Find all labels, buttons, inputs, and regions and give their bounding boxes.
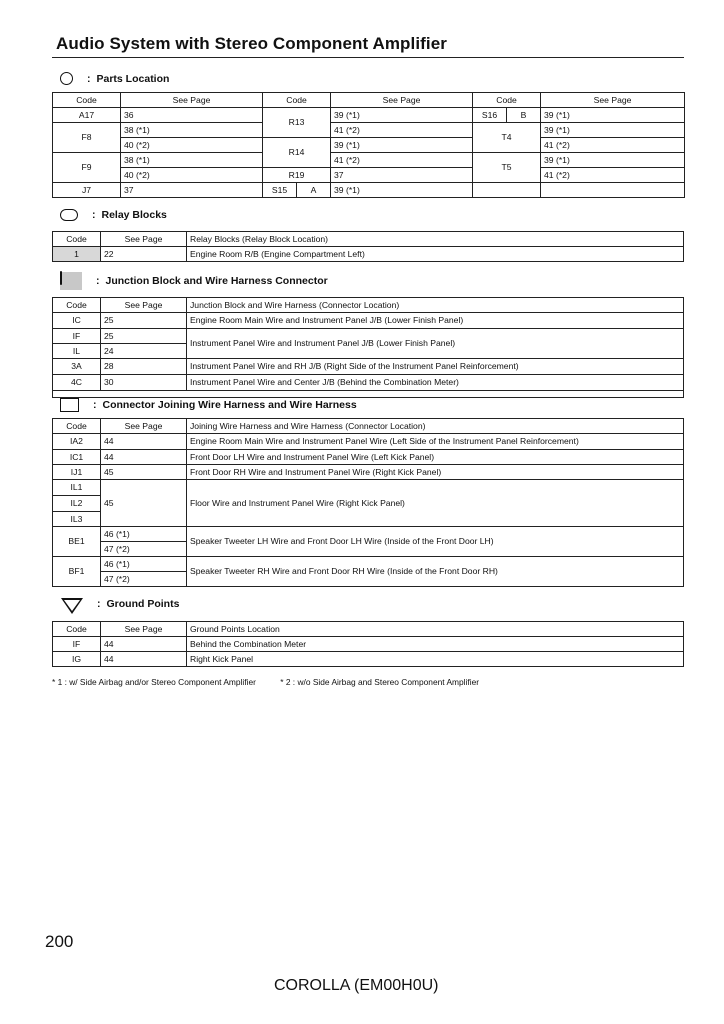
ground-points-table [52, 621, 684, 667]
ground-code: IG [53, 652, 101, 667]
jb-location: Instrument Panel Wire and RH J/B (Right Side of the Instrument Panel Reinforcement) [187, 359, 684, 375]
conn-page: 44 [101, 450, 187, 465]
jb-page: 25 [101, 313, 187, 329]
jb-code: 4C [53, 375, 101, 391]
part-page: 39 (*1) [331, 108, 473, 123]
part-page: 41 (*2) [331, 153, 473, 168]
connector-symbol-icon [60, 398, 79, 412]
part-code: R14 [263, 138, 331, 168]
part-page: 41 (*2) [541, 138, 685, 153]
parts-location-heading: : Parts Location [60, 72, 169, 85]
conn-page: 46 (*1) [101, 527, 187, 542]
part-page: 38 (*1) [121, 153, 263, 168]
conn-code: BE1 [53, 527, 101, 557]
relay-blocks-title: Relay Blocks [101, 209, 167, 221]
junction-block-table [52, 297, 684, 398]
conn-location: Floor Wire and Instrument Panel Wire (Right Kick Panel) [187, 480, 684, 527]
conn-page: 45 [101, 465, 187, 480]
header-code: Code [53, 298, 101, 313]
conn-location: Speaker Tweeter RH Wire and Front Door RH Wire (Inside of the Front Door RH) [187, 557, 684, 587]
header-code: Code [473, 93, 541, 108]
header-see-page: See Page [101, 622, 187, 637]
part-page: 39 (*1) [331, 183, 473, 198]
conn-page: 45 [101, 480, 187, 527]
header-see-page: See Page [541, 93, 685, 108]
header-location: Relay Blocks (Relay Block Location) [187, 232, 684, 247]
header-see-page: See Page [101, 298, 187, 313]
conn-page: 47 (*2) [101, 542, 187, 557]
part-page: 38 (*1) [121, 123, 263, 138]
header-location: Joining Wire Harness and Wire Harness (Connector Location) [187, 419, 684, 434]
jb-page: 28 [101, 359, 187, 375]
part-code: R19 [263, 168, 331, 183]
relay-page: 22 [101, 247, 187, 262]
ground-points-title: Ground Points [106, 598, 180, 610]
part-code: S16 [473, 108, 507, 123]
relay-blocks-table [52, 231, 684, 262]
conn-code: IL2 [53, 496, 101, 512]
header-code: Code [53, 93, 121, 108]
part-code: A17 [53, 108, 121, 123]
jb-page: 25 [101, 329, 187, 344]
part-code: F9 [53, 153, 121, 183]
jb-code: IF [53, 329, 101, 344]
jb-location: Engine Room Main Wire and Instrument Panel J/B (Lower Finish Panel) [187, 313, 684, 329]
conn-location: Speaker Tweeter LH Wire and Front Door LH Wire (Inside of the Front Door LH) [187, 527, 684, 557]
conn-code: IC1 [53, 450, 101, 465]
title-rule [52, 57, 684, 58]
jb-page: 30 [101, 375, 187, 391]
footnote-1: * 1 : w/ Side Airbag and/or Stereo Component Amplifier [52, 677, 256, 687]
part-sub: A [297, 183, 331, 198]
empty-cell [541, 183, 685, 198]
part-page: 39 (*1) [541, 123, 685, 138]
part-page: 40 (*2) [121, 168, 263, 183]
part-sub: B [507, 108, 541, 123]
relay-block-symbol-icon [60, 209, 78, 221]
ground-location: Right Kick Panel [187, 652, 684, 667]
part-page: 37 [331, 168, 473, 183]
part-code: T5 [473, 153, 541, 183]
spacer-cell [101, 391, 187, 398]
jb-code: IC [53, 313, 101, 329]
part-page: 41 (*2) [541, 168, 685, 183]
spacer-cell [53, 391, 101, 398]
parts-location-title: Parts Location [96, 72, 170, 85]
jb-code: 3A [53, 359, 101, 375]
footer-model-code: COROLLA (EM00H0U) [274, 977, 439, 994]
part-page: 40 (*2) [121, 138, 263, 153]
header-code: Code [263, 93, 331, 108]
header-see-page: See Page [101, 419, 187, 434]
part-code: J7 [53, 183, 121, 198]
relay-location: Engine Room R/B (Engine Compartment Left) [187, 247, 684, 262]
footnotes [52, 677, 501, 687]
conn-page: 44 [101, 434, 187, 450]
conn-page: 46 (*1) [101, 557, 187, 572]
part-page: 41 (*2) [331, 123, 473, 138]
conn-code: BF1 [53, 557, 101, 587]
connector-joining-title: Connector Joining Wire Harness and Wire Harness [102, 399, 357, 411]
part-code: S15 [263, 183, 297, 198]
relay-blocks-heading: : Relay Blocks [60, 209, 167, 221]
header-location: Ground Points Location [187, 622, 684, 637]
footnote-2: * 2 : w/o Side Airbag and Stereo Component Amplifier [280, 677, 480, 687]
header-see-page: See Page [121, 93, 263, 108]
ground-location: Behind the Combination Meter [187, 637, 684, 652]
ground-page: 44 [101, 652, 187, 667]
header-location: Junction Block and Wire Harness (Connector Location) [187, 298, 684, 313]
empty-cell [473, 183, 541, 198]
junction-block-title: Junction Block and Wire Harness Connector [105, 275, 328, 287]
connector-joining-heading: : Connector Joining Wire Harness and Wire Harness [60, 398, 357, 412]
jb-page: 24 [101, 344, 187, 359]
page-number: 200 [45, 932, 74, 951]
relay-code: 1 [53, 247, 101, 262]
conn-location: Engine Room Main Wire and Instrument Panel Wire (Left Side of the Instrument Panel Reinforcement) [187, 434, 684, 450]
jb-location: Instrument Panel Wire and Center J/B (Behind the Combination Meter) [187, 375, 684, 391]
page-title: Audio System with Stereo Component Amplifier [56, 34, 448, 53]
parts-location-table [52, 92, 685, 198]
header-code: Code [53, 622, 101, 637]
part-page: 36 [121, 108, 263, 123]
header-code: Code [53, 232, 101, 247]
header-see-page: See Page [331, 93, 473, 108]
jb-code: IL [53, 344, 101, 359]
junction-block-symbol-icon [60, 272, 82, 290]
part-page: 37 [121, 183, 263, 198]
header-see-page: See Page [101, 232, 187, 247]
conn-location: Front Door LH Wire and Instrument Panel Wire (Left Kick Panel) [187, 450, 684, 465]
conn-page: 47 (*2) [101, 572, 187, 587]
part-page: 39 (*1) [331, 138, 473, 153]
ground-points-heading: : Ground Points [97, 598, 180, 610]
header-code: Code [53, 419, 101, 434]
ground-code: IF [53, 637, 101, 652]
ground-triangle-icon [61, 598, 83, 614]
part-code: T4 [473, 123, 541, 153]
part-page: 39 (*1) [541, 108, 685, 123]
conn-code: IJ1 [53, 465, 101, 480]
conn-code: IL3 [53, 512, 101, 527]
circle-symbol-icon [60, 72, 73, 85]
part-code: R13 [263, 108, 331, 138]
spacer-cell [187, 391, 684, 398]
connector-joining-table [52, 418, 684, 587]
jb-location: Instrument Panel Wire and Instrument Panel J/B (Lower Finish Panel) [187, 329, 684, 359]
ground-page: 44 [101, 637, 187, 652]
part-page: 39 (*1) [541, 153, 685, 168]
part-code: F8 [53, 123, 121, 153]
junction-block-heading: : Junction Block and Wire Harness Connector [60, 272, 328, 290]
conn-location: Front Door RH Wire and Instrument Panel Wire (Right Kick Panel) [187, 465, 684, 480]
conn-code: IA2 [53, 434, 101, 450]
conn-code: IL1 [53, 480, 101, 496]
